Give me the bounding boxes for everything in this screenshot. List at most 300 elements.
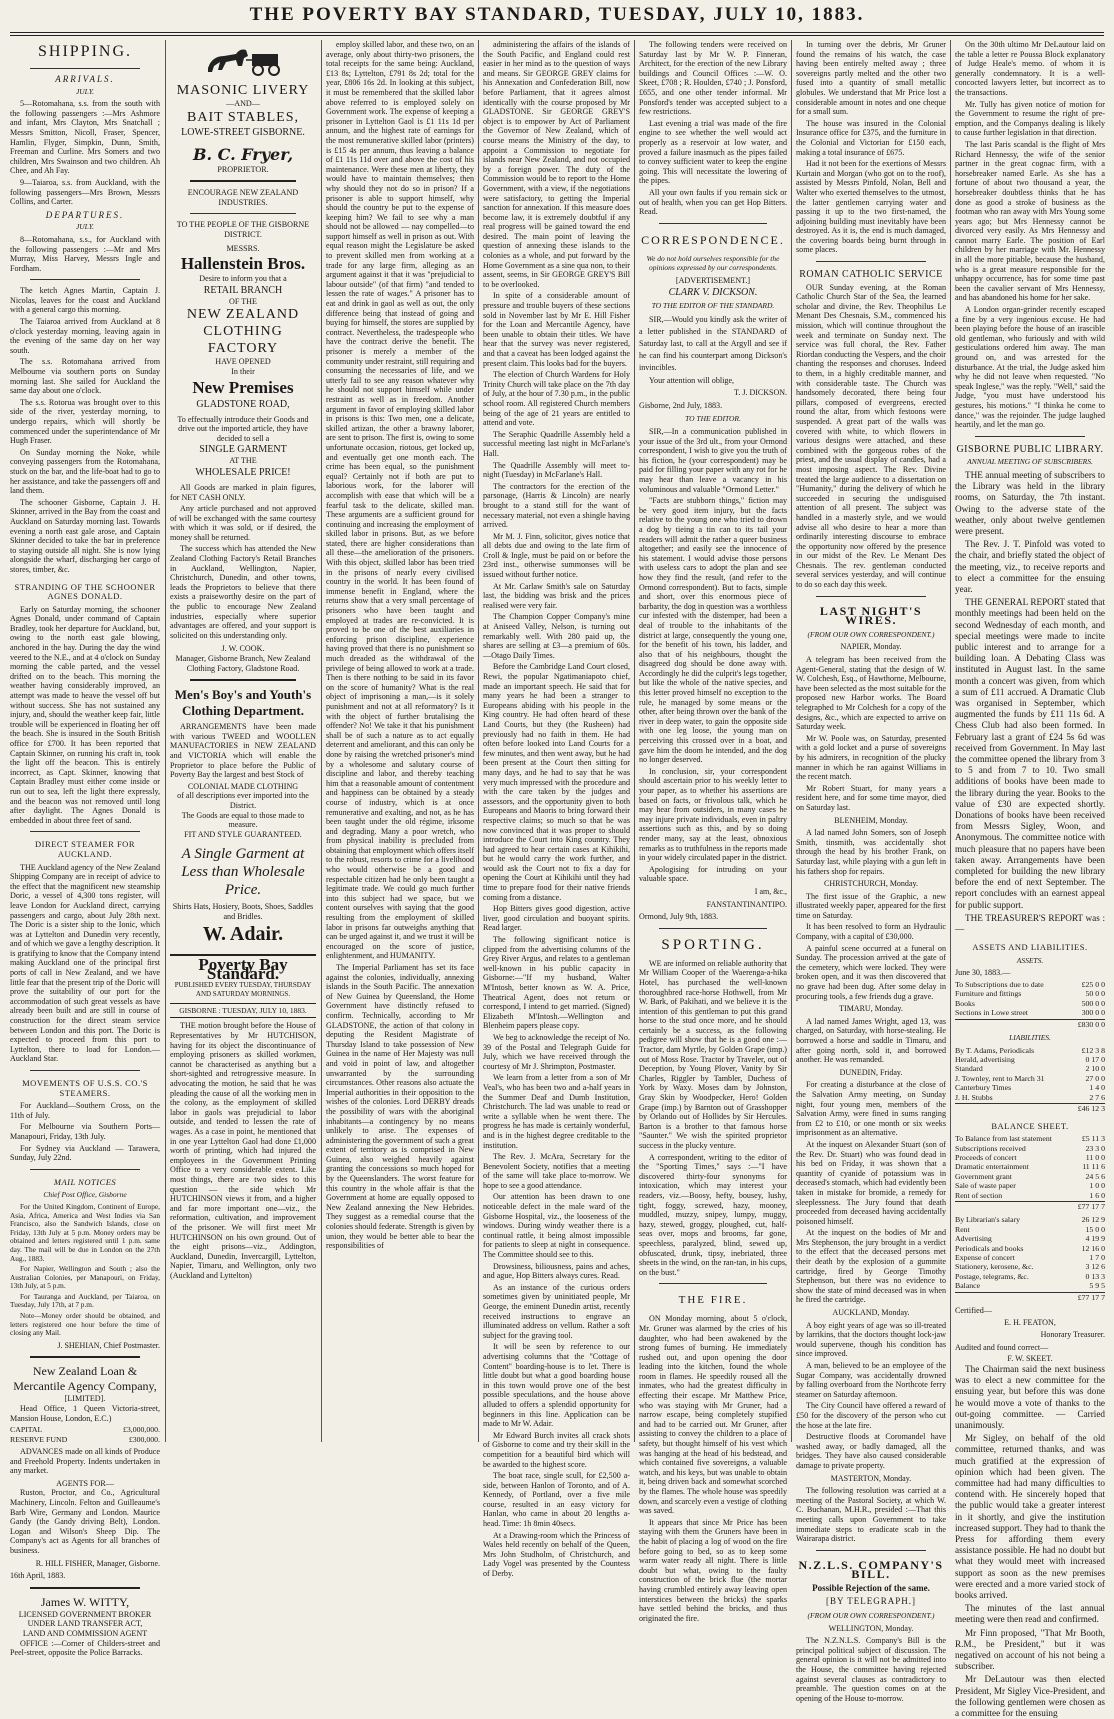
capital-row [10,1425,160,1434]
ledger-label: By Librarian's salary [955,1215,1021,1225]
letter-para: SIR,—In a communication published in your issue of the 3rd ult., from your Ormond correspondent, I wish to give you the truth of his fiction, he (your correspondent) may be paid for filling your paper with any rot for he may hear than leave a vacancy in his voluminous and valuable "Ormond Letter." [639,427,787,494]
every-line: of all descriptions ever imported into the District. [177,791,309,810]
ledger-row [955,1262,1105,1271]
ledger-row [955,1281,1105,1290]
library-para: THE GENERAL REPORT stated that monthly meetings had been held on the second Wednesday of each month, and special meetings were made to incite public interest and to arrange for a building loan. A Debating Class was instituted in August last. In the same month a concert was given, from which a sum of £11 accrued. A Dramatic Club was organised in September, which augmented the funds by £11 11s 6d. A Chess Club had also been formed. In February last a grant of £24 5s 6d was received from Government. In May last the committee opened the library from 3 to 5 and from 7 to 10. Two small additions of books have been made to the library during the year. Books to the value of £30 are expected shortly. Donations of books have been received from Messrs Sigley, Woon, and Anonymous. The committee notice with much pleasure that no papers have been taken away. Arrangements have been completed for building the new library before the end of next September. The report concludes with an earnest appeal for public support. [955,597,1105,910]
ledger-label: Furniture and fittings [955,989,1022,999]
news-para: administering the affairs of the islands of the South Pacific, and England could rest easier in her mind as to the question of ways and means. Sir GEORGE GREY claims for his Annexation and Confederation Bill, now before Parliament, that it agrees almost identically with the course proposed by Mr GLADSTONE. Sir GEORGE GREY'S object is to empower by Act of Parliament the Governor of New Zealand, which of course means the Ministry of the day, to appoint a Commission to negotiate for islands near New Zealand, and not occupied by a foreign power. The duty of the Commission would be to report to the Home Government, with a view, if the negotiations were satisfactory, to getting the Imperial sanction for annexation. If this measure does become law, it is extremely doubtful if any real progress will be gained toward the end desired. The main point of leaving the question of annexing these islands to the colonies as a whole, and put forward by the Home Government as a sine qua non, to their assent, seems, in Sir GEORGE GREY'S Bill to be overlooked. [483,40,630,289]
reserve-label: RESERVE FUND [10,1434,68,1444]
news-para: Last evening a trial was made of the fire engine to see whether the well would act properly as a reservoir at low water, and proved a failure inasmuch as the pipes failed to convey sufficient water to keep the engine going. This will necessitate the lowering of the pipes. [639,118,787,186]
ledger-row [955,1134,1105,1143]
masonic-line2: —AND— [226,99,260,108]
library-sub: ANNUAL MEETING OF SUBSCRIBERS. [967,457,1093,467]
shipping-news: The schooner Gisborne, Captain J. H. Skinner, arrived in the Bay from the coast and Auckland on Saturday morning last. Towards evening a north east gale arose, and Captain Skinner decided to take the bar in preference to staying outside all night. She is now lying alongside the wharf, discharging her cargo of stores, timber, &c. [10,497,160,574]
movements-item: For Melbourne via Southern Ports—Manapouri, Friday, 13th July. [10,1122,160,1141]
ledger-amount: 300 0 0 [1081,1008,1105,1018]
arrivals-item: 9—Taiaroa, s.s. from Auckland, with the following passengers—Mrs Brown, Messrs Collins, and Carter. [10,177,160,207]
ledger-row [955,1064,1105,1073]
mens-line2: Clothing Department. [181,703,305,719]
ledger-label: Standard [955,1064,983,1074]
ledger-row [955,989,1105,998]
ledger-row [955,1215,1105,1224]
masonic-line1: MASONIC LIVERY [176,83,310,98]
to-people-line: TO THE PEOPLE OF THE GISBORNE DISTRICT. [176,220,310,239]
ledger-label: Dramatic entertainment [955,1162,1029,1172]
letter-date: Ormond, July 9th, 1883. [639,912,719,922]
stranding-heading: STRANDING OF THE SCHOONER AGNES DONALD. [14,581,156,602]
news-para: We learn from a letter from a son of Mr Veal's, who has been two and a-half years in the Summer Deaf and Dumb Institution, Christchurch. The lad was unable to read or write a syllable when he went there. The progress he has made is certainly wonderful, and is in the highest degree creditable to the institution. [483,1073,630,1150]
capital-amount: £3,000,000. [122,1425,160,1435]
ledger-amount: 3 12 6 [1085,1262,1105,1272]
certified-label: Certified— [955,1306,992,1316]
ledger-label: To Subscriptions due to date [955,980,1044,990]
fire-para: It appears that since Mr Price has been staying with them the Gruners have been in the habit of placing a log of wood on the fire before going to bed, so as to keep some warm water ready all night. There is little doubt but what, owing to the faulty construction of the brick flue (the mortar having crumbled entirely away leaving open interstices between the bricks) the sparks have settled behind the bricks, and thus originated the fire. [639,1517,787,1623]
auditor1-name: E. H. FEATON, [1004,1317,1056,1327]
ledger-row [955,1191,1105,1200]
mail-item: For Napier, Wellington and South ; also the Australian Colonies, per Manapouri, on Friday, 13th July, at 5 p.m. [10,1264,160,1291]
column-separator [165,40,166,1442]
arrivals-item: 5—Rotomahana, s.s. from the south with the following passengers :—Mrs Ashmore and infant, Mrs Clayton, Mrs Snatchall ; Messrs Smitton, Nicoll, Fraser, Spencer, Hamlin, Flyger, Simpkin, Dunn, Smith, Freeman and Curline. Mrs Somers and two children, Mrs Swainson and two children. Ah Chee, and Ah Fay. [10,99,160,176]
ledger-amount: 11 11 6 [1082,1162,1105,1172]
column-separator [791,40,792,1442]
shipping-news: The ketch Agnes Martin, Captain J. Nicolas, leaves for the coast and Auckland with a general cargo this morning. [10,286,160,315]
news-para: The following tenders were received on Saturday last by Mr W. P. Finneran, Architect, for the erection of the new Library buildings and Council Offices :—W. O. Skeet, £708 ; R. Houlden, £740 ; J. Ponsford, £655, and one other tender informal. Mr Ponsford's tender was accepted subject to a few restrictions. [639,40,787,117]
ledger-amount: £830 0 0 [1077,1019,1105,1029]
movements-item: For Sydney via Auckland — Tarawera, Sunday, July 22nd. [10,1143,160,1163]
shirts-line: Shirts Hats, Hosiery, Boots, Shoes, Saddles and Bridles. [172,902,314,921]
to-editor: TO THE EDITOR. [685,414,741,424]
auckland-head: AUCKLAND, Monday. [832,1308,910,1318]
dateline: GISBORNE : TUESDAY, JULY 10, 1883. [170,1003,316,1019]
of-the-line: OF THE [229,296,257,306]
news-para: As an instance of the curious orders sometimes given by uninitiated people, Mr George, the eminent Dunedin artist, recently received instructions to engrave an illuminated address on vellum. Rather a soft subject for the graving tool. [483,1282,630,1340]
column-separator [478,40,479,1442]
loan-advances: ADVANCES made on all kinds of Produce and Freehold Property. Indents undertaken in any market. [10,1447,160,1476]
news-para: In spite of a considerable amount of pressure and trouble buyers of these sections sold in November last by Mr E. Hill Fisher for the Loan and Mercantile Agency, have been unable to obtain their titles. We have hear that the survey was never registered, and that a caveat has been lodged against the present claim. This looks bad for the buyers. [483,291,630,368]
ledger-label: Rent of section [955,1190,1003,1200]
advert-label: [ADVERTISEMENT.] [675,275,751,285]
assets-date: June 30, 1883.— [955,968,1011,978]
ledger-amount: 50 0 0 [1085,989,1105,999]
rcs-para: OUR Sunday evening, at the Roman Catholic Church Star of the Sea, the learned scholar and divine, the Rev. Theophilus Le Menant Des Chesnais, S.M., commenced his mission, which will continue throughout the week and terminate on Sunday next. The service was full choral, the Rev. Father Riordan conducting the Vespers, and the choir chanting the responses and choruses. Indeed to them, in a highly creditable manner, and with considerable taste. The Church was handsomely decorated, there being four pillars, composed of evergreens, erected round the altar, from which festoons were suspended. A great part of the walls was covered with white, to which flowers in various designs were attached, and these combined with the gorgeous robes of the priest, and the usual display of candles, had a most imposing aspect. The Rev. Divine treated the large audience to a dissertation on "Humanity," during the delivery of which he succeeded in securing the undisguised attention of all present. The subject was handled in a masterly style, and we would advise all who desire to hear a more than ordinarily interesting discourse to embrace the opportunity now offered by the presence in our midst of the Rev. Le Menant Des Chesnais. The rev. gentleman conducted several services yesterday, and will continue to do so each day this week. [796,282,946,590]
nz-line3: FACTORY [207,341,279,357]
news-para: The Seraphic Quadrille Assembly held a successful meeting last night in McFarlane's Hall. [483,429,630,458]
ledger-row [955,1234,1105,1243]
ledger-label: Subscriptions received [955,1143,1026,1153]
ledger-amount: 1 6 0 [1089,1190,1105,1200]
divider [30,68,140,69]
library-para: The Rev. J. T. Pinfold was voted to the chair, and briefly stated the object of the meeting, viz., to receive reports and to elect a committee for the ensuing year. [955,539,1105,594]
wire-para: The City Council have offered a reward of £50 for the discovery of the person who cut the hose at the late fire. [796,1401,946,1430]
wholesale-line: WHOLESALE PRICE! [195,466,291,478]
letter-para: In conclusion, sir, your correspondent should ascertain prior to his weekly letter to your paper, as to whether his assertions are based on facts, or frivolous talk, which he may hear from outsiders, in many cases he may injure private individuals, even in paltry assertions such as this, and by so doing render many, say at the least, obnoxious remarks as to truthfulness in the reports made in your widely circulated paper in the district. [639,766,787,863]
news-para: The Rev. J. McAra, Secretary for the Benevolent Society, notifies that a meeting of the same will take place to-morrow. We hope to see a good attendance. [483,1152,630,1190]
new-premises-line: New Premises [192,377,294,397]
divider [30,831,140,832]
correspondence-note: We do not hold ourselves responsible for the opinions expressed by our correspondents. [646,253,780,273]
column-separator [321,40,322,1442]
ledger-amount: 0 13 3 [1085,1271,1105,1281]
ledger-row [955,1008,1105,1017]
divider [816,1550,926,1551]
ledger-label: Expense of concert [955,1252,1015,1262]
hallenstein-name: Hallenstein Bros. [180,254,306,274]
shipping-news: The s.s. Rotomahana arrived from Melbourne via southern ports on Sunday morning last. She sailed for Auckland the same day about one o'clock. [10,357,160,396]
wellington-head: WELLINGTON, Monday. [828,1623,914,1633]
shipping-news: On Sunday morning the Noke, while conveying passengers from the Rotomahana, stuck on the bar, and the life-boat had to go to her assistance, and take the passengers off and land them. [10,447,160,496]
divider [30,1587,140,1589]
ledger-label: Canterbury Times [955,1083,1012,1093]
news-para: Hop Bitters gives good digestion, active liver, good circulation and buoyant spirits. Read larger. [483,904,630,933]
stranding-article: Early on Saturday morning, the schooner Agnes Donald, under command of Captain Bradley, took her departure for Auckland, but, owing to the north east gale blowing, anchored in the bay. During the day the wind veered to the N.E., and at 4 o'clock on Sunday morning the cable parted, and the vessel drifted on to the beach. This morning the weather having considerably improved, an attempt was made to heave the vessel off but without success. She has not sustained any injury, and, should the weather keep fair, little trouble will be experienced in floating her off the beach. She is insured in the South British office for £700. It has been reported that Captain Skinner, on running his craft in, took the light off the beacon. This is entirely incorrect, as Capt. Skinner, knowing that Captain Bradley must either come inside or run out to sea, left the light there expressly, and the beacon was not removed until long after daylight. The Agnes Donald is embedded in about three feet of sand. [10,604,160,825]
napier-head: NAPIER, Monday. [840,642,902,652]
news-para: The following significant notice is clipped from the advertising columns of the Grey River Argus, and relates to a gentleman well-known in his public capacity in Gisborne:—"If my husband, Walter M'Intosh, better known as W. A. Price, Theatrical Agent, does not return or correspond, I intend to get married. (Signed) Elizabeth M'Intosh.—Wellington and Blenheim papers please copy. [483,935,630,1031]
ledger-amount: 2 10 0 [1085,1064,1105,1074]
ledger-amount: 1 0 0 [1089,1181,1105,1191]
column-separator [634,40,635,1442]
ledger-row [955,1055,1105,1064]
gladstone-line: GLADSTONE ROAD, [196,398,290,410]
library-para: The Chairman said the next business was to elect a new committee for the ensuing year, but before this was done he would move a vote of thanks to the out-going committee. — Carried unanimously. [955,1363,1105,1430]
nzls-corr: (FROM OUR OWN CORRESPONDENT.) [807,1611,935,1621]
nzls-sub: Possible Rejection of the same. [812,1582,930,1593]
ledger-amount: 4 19 9 [1085,1234,1105,1244]
ledger-amount: 23 3 0 [1085,1143,1105,1153]
letter-signature: T. J. DICKSON. [734,388,787,398]
nz-line2: CLOTHING [203,324,283,340]
single-garment-line2: Less than Wholesale [181,864,305,881]
ledger-amount: £46 12 3 [1077,1104,1105,1114]
ledger-total [955,1019,1105,1029]
wire-para: A painful scene occurred at a funeral on Sunday. The procession arrived at the gate of the cemetery, which were locked. They were broken open, and it was then discovered that no grave had been dug. After some delay in procuring tools, a few friends dug a grave. [796,943,946,1001]
steamer-article: THE Auckland agency of the New Zealand Shipping Company are in receipt of advice to the effect that the magnificent new steamship Doric, a vessel of 4,300 tons register, will leave London for Auckland direct, carrying passengers and cargo, about July 28th next. The Doric is a sister ship to the Ionic, which was at Lyttelton and Dunedin very recently, and of which we gave a lengthy description. It is gratifying to know that the Company intend making Auckland one of the principal first ports of call in New Zealand, and we have little fear that the present trip of the Doric will prove the suitability of our port for the accommodation of such great vessels as have already been built and are still in course of construction for the direct steam service between London and this port. The Doric is expected to proceed from this port to Lyttelton, there to load for London.—Auckland Star. [10,862,160,1064]
news-para: The boat race, single scull, for £2,500 a-side, between Hanlon of Toronto, and of A. Kennedy, of Portland, over a five mile course, resulted in an easy victory for Hanlan, who came in about 20 lengths a-head. Time: 1h 8min 40secs. [483,1471,630,1529]
mail-item: For Tauranga and Auckland, per Taiaroa, on Tuesday, July 17th, at 7 p.m. [10,1291,160,1310]
mens-line1: Men's Boy's and Youth's [174,687,312,703]
news-para: The Quadrille Assembly will meet to-night (Tuesday) in McFarlane's Hall. [483,460,630,480]
ledger-total [955,1103,1105,1113]
christchurch-head: CHRISTCHURCH, Monday. [824,879,918,889]
divider [190,180,296,182]
goods-item: Any article purchased and not approved of will be exchanged with the same courtesy with which it was sold, or if desired, the money shall be returned. [170,504,316,542]
ledger-row [955,1162,1105,1171]
ledger-row [955,1083,1105,1092]
ledger-amount: £77 17 7 [1077,1201,1105,1211]
divider [30,1070,140,1071]
letter-signature: FANSTANTINANTIPO. [706,899,787,909]
adair-name: W. Adair. [202,922,284,945]
to-editor: TO THE EDITOR OF THE STANDARD. [651,301,775,311]
library-para: Mr Sigley, on behalf of the old committee, returned thanks, and was much gratified at the expression of opinion which had been given. The committee had had many difficulties to contend with. He sincerely hoped that the public would take a greater interest in it shortly, and give the institution increased support. They had to thank the Press for affording them every assistance possible. He had no doubt but what they would meet with increased support as soon as the new premises were erected and a more varied stock of books arrived. [955,1433,1105,1601]
wire-para: A lad named John Somers, son of Joseph Smith, tinsmith, was accidentally shot through the head by his brother Frank, on Saturday last, while playing with a gun left in his fathers shop for repairs. [796,828,946,876]
mail-item: For the United Kingdom, Continent of Europe, Asia, Africa, America and West Indies via San Francisco, also the Sandwich Islands, close on Friday, 13th July at 5 p.m. Money orders may be obtained and letters registered until 1 p.m. same day. The mail will be due in London on the 27th Aug., 1883. [10,1201,160,1263]
wire-para: A boy eight years of age was so ill-treated by larrikins, that the doctors thought lock-jaw would supervene, though his condition has since improved. [796,1320,946,1359]
cook-name: J. W. COOK. [221,644,265,654]
divider [659,928,767,929]
reserve-amount: £300,000. [128,1434,160,1444]
news-para: It will be seen by reference to our advertising columns that the "Cottage of Content" boarding-house is to let. There is little doubt but what a good boarding house in this town would prove one of the best possible speculations, and the house above alluded to offers a splendid opportunity for beginners in this line. Application can be made to Mr W. Adair. [483,1342,630,1429]
horse-carriage-icon [188,42,298,80]
library-para: The minutes of the last annual meeting were then read and confirmed. [955,1603,1105,1625]
column-advertisements [170,40,316,1442]
ledger-amount: £5 11 3 [1081,1134,1105,1144]
assets-title: ASSETS AND LIABILITIES. [972,942,1088,953]
wire-para: It has been resolved to form an Hydraulic Company, with a capital of £30,000. [796,922,946,942]
ledger-label: Proceeds of concert [955,1152,1017,1162]
fire-para: Had it not been for the exertions of Messrs Kurtain and Morgan (who got on to the roof), assisted by Messrs Pinfold, Nolan, Bell and Walter who exerted themselves to the utmost, the latter gentlemen carrying water and passing it up to the two first-named, the adjoining building must inevitably have been destroyed. As it is, the end is much damaged, the covering boards being burnt through in some places. [796,159,946,255]
timaru-head: TIMARU, Monday. [839,1004,903,1014]
editorial-para: The Imperial Parliament has set its face against the colonies, individually, annexing islands in the South Pacific. The annexation of New Guinea by Queensland, the Home Government have distinctly refused to confirm. Technically, according to Mr GLADSTONE, the action of that colony in deputing the Resident Magistrate of Thursday Island to take possession of New Guinea in the name of Her Majesty was null and void in point of law, and altogether unwarranted by the surrounding circumstances. Other reasons also actuate the Imperial authorities in their opposition to the wishes of the colonies. Lord DERBY dreads the possibility of wars with the aboriginal inhabitants—a contingency by no means unlikely to arise. The expenses of administering the government of such a great extent of territory as is comprised in New Guinea, also weighed heavily against granting the concessions so much hoped for by the Queenslanders. The worst feature for this country in the whole affair is that the Government at home are equally opposed to New Zealand annexing the New Hebrides. They suggest as a remedial course that the colonies should federate. Strength is given by union, they would be better able to bear the responsibilities of [326,963,474,1251]
fire-para: The house was insured in the Colonial Insurance office for £375, and the furniture in the Colonial and Victorian for £150 each, making a total insurance of £675. [796,118,946,157]
masthead-title: THE POVERTY BAY STANDARD, TUESDAY, JULY 10, 1883. [249,4,865,25]
masonic-line3: BAIT STABLES, [187,109,299,125]
ledger-row [955,1253,1105,1262]
letter-close: I am, &c., [754,886,787,896]
agents-heading: AGENTS FOR— [56,1478,114,1488]
library-title: GISBORNE PUBLIC LIBRARY. [956,443,1104,455]
wire-para: A man, believed to be an employee of the Sugar Company, was accidentally drowned by falling overboard from the Northcote ferry steamer on Saturday afternoon. [796,1361,946,1399]
ledger-row [955,1153,1105,1162]
nzls-tele: [BY TELEGRAPH.] [826,1596,916,1607]
shipping-title: SHIPPING. [37,43,132,60]
witty-line1: LICENSED GOVERNMENT BROKER UNDER LAND TRANSFER ACT, [18,1609,152,1629]
ledger-row [955,1144,1105,1153]
mail-item: Note—Money order should be obtained, and letters registered one hour before the time of closing any Mail. [10,1311,160,1338]
wires-sub: (FROM OUR OWN CORRESPONDENT.) [807,629,935,639]
letter-para: "Facts are stubborn things," fiction may be very good item injury, but the facts relative to the young one who tried to drown a dog by tieing a tin can to its tail your readers will admit the rather a queer business altogether; and easily see the innocence of his statement. I would advise those persons with useless cars to adopt the plan and see how they find the result, (and refer to the Ormond correspondent). But to facts, simple and short, over this enormous piece of barbarity, the dog in question was a worthless cur infested with the distemper, had been a deal of trouble to the inhabitants of the district at large, consequently the young one, for the benefit of his town, his ladder, and also that of his neighbours, thought the disagreed dog should be done away with. Accordingly he did the culprit's legs together, but like the whole of the native species, and this letter proved himself no exception to the rule, he managed by some means or the other, after being thrown over the bank of the river in deep water, to gain the opposite side with one leg loose, the young man on perceiving this crossed over in a boat, and gave him the doom he intended, and the dog no longer deserved. [639,496,787,765]
rcs-title: ROMAN CATHOLIC SERVICE [799,269,943,281]
correspondence-title: CORRESPONDENCE. [641,232,785,247]
editorial-para: employ skilled labor, and these two, on an average, only about thirty-two prisoners, the total receipts for the same being: Auckland, £13 8s; Lyttelton, £791 8s 2d; total for the year, £806 16s 2d. In looking at this subject, it must be remembered that the skilled labor above referred to is employed solely on Government work. The expense of keeping a prisoner in Lyttelton Gaol is £1 11s 1d per annum, and the highest rate of earnings for the most remunerative skilled labor (printers) is £15 4s per annum, thus leaving a balance of £1 11s 11d over and above the cost of his maintenance. Were these men at liberty, they would have to maintain themselves; then why should they not do so in prison? If a prisoner is able to support himself, why should the country be put to the expense of keeping him? We fail to see why a man should not be allowed — nay compelled—to support himself as well in prison as out. With equal reason might the Legislature be asked to prevent skilled men from working at a trade for any large firm, alleging as an argument against it that it was "prejudicial to labour outside" (of that firm) "and tended to lessen the rate of wages." A prisoner has to eat and drink in gaol as well as out, the only difference being that instead of going and buying for himself, the stores are supplied by contract. Nevertheless, the tradespeople who have the contract derive the benefit. The prisoner is merely a member of the community under restraint, still requiring and consuming the necessaries of life, and we utterly fail to see any reason whatever why he should not support himself while under restraint as well as in freedom. Another argument in favor of employing skilled labor in prisons is this: Two men, one a delicate, skilled artizan, the other a brawny laborer, are sent to prison. The first is, owing to some unfortunate occasion, riotous, get locked up, and eventually get one month each. The crime has been equal, so the punishment equal? Certainly not if both are put to laborious work, for the laborer will accomplish with ease that which will be a fearful task to the delicate, skilled man. These arguments are a sufficient ground for continuing and increasing the employment of skilled labor in prisons. But, as we before stated, there are higher considerations than all these—the amelioration of the prisoners. With this object, skilled labor has been tried in the prisons of nearly every civilised country in the world. It has been found of immense benefit in England, where the returns show that a very small percentage of prisoners who have been taught and employed at trades are re-convicted. It is proved to be one of the best auxiliaries in enforcing prison discipline, experience having proved that there is no punishment so much dreaded as the withdrawal of the privilege of being allowed to work at a trade. Then is there nothing to be said in its favor on the score of humanity? What is the real object of imprisoning a man,—is it solely punishment and not at all reformatory? Is it with the object of further brutalising the offender? No! We take it that his punishment shall be of such a nature as to act equally deterrent and ameliorant, and this can only be done by raising the wretched prisoner's mind by a wholesome and salutary course of discipline and labor, and thereby teaching him that a reasonable amount of contentment and happiness can be obtained by a steady course of industry, which is at once remunerative and exalting, and not, as he has been taught under the old régime, irksome and degrading. Many a poor wretch, who from physical inability is precluded from obtaining that employment which offers itself to the robust, resorts to crime for a livelihood who would otherwise be a good and respectable citizen had he only been taught a legitimate trade. We could go much further into this subject had we space, but we content ourselves with saying that the good resulting from the employment of skilled labor in prisons far outweighs anything that can be urged against it, and we trust it will be encouraged on the score of justice, enlightenment, and HUMANITY. [326,40,474,961]
witty-title: James W. WITTY, [40,1594,130,1609]
column-separator [950,40,951,1442]
news-para: Mr M. J. Finn, solicitor, gives notice that all debts due and owing to the late firm of Croll & Ingle, must be paid on or before the 23rd inst., otherwise summonses will be issued without further notice. [483,531,630,580]
ledger-total [955,1292,1105,1302]
ledger-amount: 11 0 0 [1085,1152,1105,1162]
ledger-label: Government grant [955,1171,1012,1181]
wire-para: A telegram has been received from the Agent-General, stating that the design of W. W. Colchesh, Esq., of Hawthorne, Melbourne, have been selected as the most suitable for the proposed new Harbor works. The Board telegraphed to Mr Colchesh for a copy of the designs, &c., which are expected to arrive on Saturday week. [796,655,946,732]
divider [30,1169,140,1170]
news-para: At a Drawing-room which the Princess of Wales held recently on behalf of the Queen, Mrs John Studholm, of Christchurch, and Lady Vogel was presented by the Countess of Derby. [483,1530,630,1579]
published-line: PUBLISHED EVERY TUESDAY, THURSDAY AND SATURDAY MORNINGS. [174,980,312,999]
news-para: The Champion Copper Company's mine at Aniseed Valley, Nelson, is turning out remarkably well. With 280 paid up, the shares are selling at £3—a premium of 60s.—Otago Daily Times. [483,612,630,660]
capital-label: CAPITAL [10,1425,43,1435]
single-garment-line1: A Single Garment at [181,846,305,863]
paper-name: Poverty Bay Standard. [170,954,316,979]
witty-line2: LAND AND COMMISSION AGENT [22,1628,148,1638]
sporting-title: SPORTING. [661,936,765,953]
mail-heading: MAIL NOTICES [53,1176,117,1187]
letter-para: Your attention will oblige, [649,375,735,385]
proprietor-label: PROPRIETOR. [217,164,269,174]
movements-heading: MOVEMENTS OF U.S.S. CO.'S STEAMERS. [22,1078,148,1098]
auditor2-name: F. W. SKEET. [1007,1354,1053,1364]
news-para: A London organ-grinder recently escaped a fine by a very ingenious excuse. He had been playing before the house of an irascible old gentleman, who furiously and with wild gesticulations ordered him away. The man ground on, and was arrested for the disturbance. At the trial, the Judge asked him why he did not leave when requested. "No speak Inglese," was the reply. "Well," said the Judge, "you must have understood his gestures, his motions." "I thinka he come to dance," was the rejoinder. The judge laughed heartily, and let the man go. [955,305,1105,430]
ledger-row [955,1074,1105,1083]
ledger-label: Postage, telegrams, &c. [955,1271,1029,1281]
wire-para: At the inquest on Alexander Stuart (son of the Rev. Dr. Stuart) who was found dead in his bed on Friday, it was shown that a quantity of cyanide of potassium was in deceased's stomach, which had evidently been taken in mistake for bromide, a remedy for sleeplessness. The Jury found that death proceeded from deceased having accidentally poisoned himself. [796,1139,946,1226]
wire-para: Mr Robert Stuart, for many years a resident here, and for some time mayor, died on Saturday last. [796,783,946,812]
ledger-label: Stationery, kerosene, &c. [955,1262,1034,1272]
news-para: Our attention has been drawn to one noticeable defect in the male ward of the Gisborne Hospital, viz., the looseness of the windows. During windy weather there is a continual rattle, it being almost impossible for patients to sleep at night in consequence. The Committee should see to this. [483,1192,630,1260]
wire-para: For creating a disturbance at the close of the Salvation Army meeting, on Sunday night, four young men, members of the Salvation Army, were fined in sums ranging from £2 to £10, or one month or six weeks imprisonment as an alternative. [796,1080,946,1138]
column-telegrams [796,40,946,1703]
encourage-line: ENCOURAGE NEW ZEALAND INDUSTRIES. [187,188,299,207]
fire-para: ON Monday morning, about 5 o'clock, Mr. Gruner was alarmed by the cries of his daughter, who had been awakened by the strong fumes of burning. He immediately rushed out, and upon opening the door leading into the kitchen, found the whole room in flames. He speedily roused all the inmates, who had the greatest difficulty in effecting their escape. Mr Matthew Price, who was staying with Mr Gruner, had a narrow escape, being completely stupified and had to be carried out. Mr Gruner, after assisting to convey the children to a place of safety, but thought himself of his vest which was hanging at the head of his bedstead, and which contained five sovereigns, a valuable watch, and his keys, but was unable to obtain it, being driven back and somewhat scorched by the flames. The whole house was speedily down, and scarcely even a vestige of clothing was saved. [639,1314,787,1516]
mail-signature: J. SHEHIAN, Chief Postmaster. [57,1340,160,1350]
wire-para: The following resolution was carried at a meeting of the Pastoral Society, at which W. C. Buchanan, M.H.R., presided :—That this meeting calls upon Government to take immediate steps to eradicate scab in the Wairarapa district. [796,1486,946,1544]
audited-label: Audited and found correct— [955,1342,1049,1352]
ledger-amount: £25 0 0 [1081,980,1105,990]
liabilities-head: LIABILITIES. [1009,1033,1051,1043]
news-para: All your own faults if you remain sick or out of health, when you can get Hop Bitters. Read. [639,187,787,217]
fire-para: In turning over the debris, Mr Gruner found the remains of his watch, the case having been entirely melted away ; three sovereigns partly melted and the other two fused into a quantity of small metallic globules. We understand that Mr Price lost a considerable amount in notes and one cheque for a small sum. [796,40,946,117]
ledger-amount: 2 7 6 [1089,1092,1105,1102]
masterton-head: MASTERTON, Monday. [830,1473,912,1483]
news-para: At Mr. Carlaw Smith's sale on Saturday last, the bidding was brisk and the prices realised were very fair. [483,581,630,610]
column-local-news [483,40,630,1579]
ledger-label: J. H. Stubbs [955,1092,993,1102]
news-para: On the 30th ultimo Mr DeLautour laid on the table a letter re Poussa Block explanatory of Judge Heale's memo. of whom it is generally condemnatory. It is a well-concocted lawyers letter, but incorrect as to the transactions. [955,40,1105,97]
steamer-heading: DIRECT STEAMER FOR AUCKLAND. [35,839,135,859]
ledger-row [955,1181,1105,1190]
nzls-title: N.Z.L.S. COMPANY'S BILL. [798,1557,944,1582]
fisher-signature: R. HILL FISHER, Manager, Gisborne. [35,1558,160,1568]
ledger-label: Books [955,998,975,1008]
library-para: Mr DeLautour was then elected President, Mr Sigley Vice-President, and the following gentlemen were chosen as a committee for the ensuing [955,1674,1105,1719]
movements-item: For Auckland—Southern Cross, on the 11th of July. [10,1101,160,1120]
departures-item: 8—Rotomahana, s.s., for Auckland with the following passengers :—Mr and Mrs Murray, Miss Harvey, Messrs Ingle and Fordham. [10,234,160,273]
news-para: Mr Edward Burch invites all crack shots of Gisborne to come and try their skill in the competition for a beautiful bird which will be awarded to the highest score. [483,1430,630,1469]
masthead-rule-2 [10,35,1104,36]
editorial-para: THE motion brought before the House of Representatives by Mr HUTCHISON, having for its object the discontinuance of employing prisoners as skilled workmen, cannot be characterised as anything but a short-sighted and retrogressive measure. In advocating the motion, he said that he was pleading the cause of all the working men in the colony, as the employment of skilled labor in gaols was prejudicial to labor outside, and tended to lessen the rate of wages. As a case in point, he mentioned that in one year Lyttelton Gaol had done £1,000 worth of printing, which had injured the employees in the Government Printing Office to a very considerable extent. Like most things, there are two sides to this question — the side which Mr HUTCHINSON views it from, and a higher and far more important one—viz., the reformation, cultivation, and improvement of the prisoner. We will first meet Mr HUTCHINSON on his own ground. Out of the eight prisons—viz., Addington, Auckland, Dunedin, Invercargill, Lyttelton, Napier, Timaru, and Wellington, only two (Auckland and Lyttelton) [170,1021,316,1280]
ledger-row [955,1093,1105,1102]
fisher-date: 16th April, 1883. [10,1571,66,1581]
loan-title: New Zealand Loan & Mercantile Agency Company, [13,1364,157,1394]
wires-title: LAST NIGHT'S WIRES. [819,603,923,628]
divider [816,596,926,597]
sporting-para: WE are informed on reliable authority that Mr William Cooper of the Waerenga-a-hika Hotel, has purchased the well-known thoroughbred race-horse Hothwell, from Mr W. Bark, of Pakihati, and we believe it is the intention of this gentleman to put this grand horse to the stud once more, and he should certainly be a success, as the following pedigree will show that he is a good one :—Tractor, dam Myrtle, by Golden Grape (imp.) out of Moss Rose. Tractor by Traveler, out of Deception, by Young Plover, Vanity by Sir Charles, Riggler by Tambler, Duchess of York by Waxy. Moses dam by Johnston, Gray Skin by Woodpecker, Hero! Golden Grape (imp.) by Barnton out of Grasshopper by Orlando out of Hollides by Sir Hercules. Barton is a brother to that famous horse "Saunter." We wish the spirited proprietor success in the plucky venture. [639,958,787,1150]
news-para: The last Paris scandal is the flight of Mrs Richard Hennessy, the wife of the senior partner in the great cognac firm, with a horsebreaker named Earle. As she has a fortune of about two thousand a year, the horsebreaker doubtless thinks that he has done as good a stroke of business as the footman who ran away with Mrs Young some years ago; but Mrs Hennessy cannot be divorced very easily. As Mrs Hennessy and cannot marry Earle. The position of Earl children by her marriage with Mr. Hennessy in all the more pitiable, because the husband, who is a great measure responsible for the unhappy occurrence, has for some time past been the cavalier servant of Mrs Hennessy, and has abandoned his home for her sake. [955,139,1105,303]
letter-para: SIR,—Would you kindly ask the writer of a letter published in the STANDARD of Saturday last, to call at the Argyll and see if he can find his counterpart among Dickson's invincibles. [639,314,787,372]
column-correspondence [639,40,787,1623]
shipping-news: The Taiaroa arrived from Auckland at 8 o'clock yesterday morning, leaving again in the evening of the same day on her way south. [10,317,160,355]
ledger-label: To Balance from last statement [955,1134,1052,1144]
cook-title: Manager, Gisborne Branch, New Zealand Clothing Factory, Gladstone Road. [175,654,311,673]
wire-para: A lad named James Wright, aged 13, was charged, on Saturday, with horse-stealing. He borrowed a horse and saddle in Timaru, and after going north, sold it, and borrowed another. He was remanded. [796,1016,946,1065]
ledger-label: Rent [955,1224,970,1234]
mail-office: Chief Post Office, Gisborne [43,1190,127,1200]
arrangements-para: ARRANGEMENTS have been made with various TWEED and WOOLLEN MANUFACTORIES in NEW ZEALAND and VICTORIA which will enable the Proprietor to place before the Public of Poverty Bay the largest and best Stock of [170,722,316,780]
ledger-label: Advertising [955,1234,992,1244]
ledger-row [955,1172,1105,1181]
witty-office: OFFICE :—Corner of Childers-street and Peel-street, opposite the Police Barracks. [10,1638,160,1658]
goods-item: The success which has attended the New Zealand Clothing Factory's Retail Branches in Auckland, Wellington, Napier, Christchurch, Dunedin, and other towns, leads the Proprietors to believe that there exists a praiseworthy desire on the part of the public to encourage New Zealand industries, especially where superior advantages are offered, and your support is solicited on this understanding only. [170,544,316,640]
news-para: We beg to acknowledge the receipt of No. 39 of the Postal and Telegraph Guide for July, which we have received through the courtesy of Mr J. Shrimpton, Postmaster. [483,1032,630,1071]
library-para: THE TREASURER'S REPORT was :— [955,912,1105,935]
divider [975,436,1085,437]
arrivals-label: ARRIVALS. [55,74,115,84]
sporting-para: A correspondent, writing to the editor of the "Sporting Times," says :—"I have discovered thirty-four synonyms for intoxication, which may interest your readers, viz.—Boosy, hefty, bousey, lushy, tight, foggy, screwed, hazy, mooney, muddled, muzzy, snipey, lumpy, muggy, hazy, stewed, groggy, ploughed, cut, half-seas over, mops and brooms, far gone, speechless, paralyzed, blind, sewed up, obfuscated, drunk, tipsy, inebriated, three sheets in the wind, on the ran-tan, in his cups, on the bust." [639,1152,787,1277]
news-para: The contractors for the erection of the parsonage, (Harris & Lincoln) are nearly brought to a stand still for the want of necessary material, not even a shingle having arrived. [483,481,630,530]
ledger-amount: 500 0 0 [1081,998,1105,1008]
ledger-amount: 26 12 9 [1081,1215,1105,1225]
ledger-label: Sale of waste paper [955,1181,1016,1191]
fit-line: FIT AND STYLE GUARANTEED. [184,829,302,839]
divider [30,1356,140,1358]
ledger-label: Periodicals and books [955,1243,1024,1253]
wire-para: Mr W. Poole was, on Saturday, presented with a gold locket and a purse of sovereigns by his admirers, in recognition of the plucky manner in which he ran against Williams in the recent match. [796,733,946,782]
messrs-line: MESSRS. [226,243,260,253]
divider [30,279,140,280]
ledger-row [955,1046,1105,1055]
loan-office: Head Office, 1 Queen Victoria-street, Mansion House, London, E.C.) [10,1404,160,1423]
news-para: Before the Cambridge Land Court closed, Rewi, the popular Ngatimaniapoto chief, made an important speech. He said that for many years he had been a stranger to Europeans abiding with his people in the King country. He had often heard of these Land Courts, but they (the Rusheen) had previously had no faith in them. He had often before looked into Land Courts for a few minutes, and then went away, but he had been present at the Court then sitting for many days, and he had to say that he was very much impressed with the procedure and with the care taken by the judges and assessors, and the opportunity given to both Europeans and Maoris to bring forward their respective claims; so much so that he was now convinced that it was proper to should introduce the Court into King country. They had agreed to hear certain cases at Kihikihi, but he would carry the work further, and would ask the Court not to fix a day for opening the Court at Kihikihi until they had time to prepare food for their native friends coming from a distance. [483,662,630,902]
single-garment-line3: Price. [224,882,262,899]
column-library [955,40,1105,1719]
masthead-rule [10,32,1104,33]
have-opened-line: HAVE OPENED [215,357,271,367]
ledger-label: Sections in Lowe street [955,1008,1028,1018]
ledger-amount: 1 7 0 [1089,1252,1105,1262]
wire-para: Destructive floods at Coromandel have washed away, or badly damaged, all the bridges. They have also caused considerable damage to private property. [796,1432,946,1470]
ledger-row [955,980,1105,989]
column-shipping [10,40,160,1658]
news-para: Drowsiness, biliousness, pains and aches, and ague, Hop Bitters always cures. Read. [483,1261,630,1281]
clark-title: CLARK V. DICKSON. [668,287,758,299]
goods-item: All Goods are marked in plain figures, for NET CASH ONLY. [170,482,316,502]
ledger-amount: 0 17 0 [1085,1055,1105,1065]
ledger-amount: £77 17 7 [1077,1292,1105,1302]
ledger-row [955,999,1105,1008]
ledger-amount: 1 4 0 [1089,1083,1105,1093]
auditor1-title: Honorary Treasurer. [1040,1330,1105,1340]
ledger-amount: 15 0 0 [1085,1224,1105,1234]
at-the-line: AT THE [229,456,257,466]
ledger-amount: £12 3 8 [1081,1045,1105,1055]
ledger-label: Balance [955,1281,981,1291]
news-para: Mr. Tully has given notice of motion for the Government to resume the right of pre-emption, and the Companys dealing is likely to cause further legislation in that direction. [955,99,1105,138]
assets-head: ASSETS. [1016,955,1044,965]
ledger-row [955,1272,1105,1281]
wire-para: The first issue of the Graphic, a new illustrated weekly paper, appeared for the first time on Saturday. [796,891,946,920]
arrivals-month: JULY. [75,86,95,96]
departures-label: DEPARTURES. [45,209,125,220]
library-para: Mr Finn proposed, "That Mr Booth, R.M., be President," but it was negatived on account of his not being a subscriber. [955,1627,1105,1672]
dunedin-head: DUNEDIN, Friday. [839,1067,903,1077]
loan-limited: [LIMITED]. [64,1394,106,1404]
ledger-label: J. Townley, rent to March 31 [955,1073,1045,1083]
reserve-row [10,1435,160,1444]
ledger-label: By T. Adams, Periodicals [955,1045,1035,1055]
letter-date: Gisborne, 2nd July, 1883. [639,400,723,410]
column-editorial-cont [326,40,474,1442]
divider [816,261,926,262]
colonial-line: COLONIAL MADE CLOTHING [187,781,299,791]
ledger-row [955,1244,1105,1253]
ledger-amount: 24 5 6 [1085,1171,1105,1181]
ledger-amount: 12 16 0 [1081,1243,1105,1253]
news-para: The election of Church Wardens for Holy Trinity Church will take place on the 7th day of July, at the hour of 7.30 p.m., in the public school room. All registered Church members being of the age of 21 years are entitled to attend and vote. [483,370,630,428]
goods-equal-line: The Goods are equal to those made to measure. [181,810,305,830]
wire-para: At the inquest on the bodies of Mr and Mrs Stephenson, the jury brought in a verdict to the effect that the deceased persons met their death by the explosion of a gummite cartridge, fired by George Timothy Stephenson, but there was no evidence to show the state of mind deceased was in when he fired the cartridge. [796,1228,946,1305]
masonic-line4: LOWE-STREET GISBORNE. [181,126,305,138]
ledger-row [955,1225,1105,1234]
desire-line: Desire to inform you that a [199,274,287,284]
divider [659,1283,767,1284]
library-para: THE annual meeting of subscribers to the Library was held in the library rooms, on Saturday, the 7th instant. Owing to the adverse state of the weather, only about twelve gentlemen were present. [955,469,1105,536]
single-line: SINGLE GARMENT [199,444,287,456]
